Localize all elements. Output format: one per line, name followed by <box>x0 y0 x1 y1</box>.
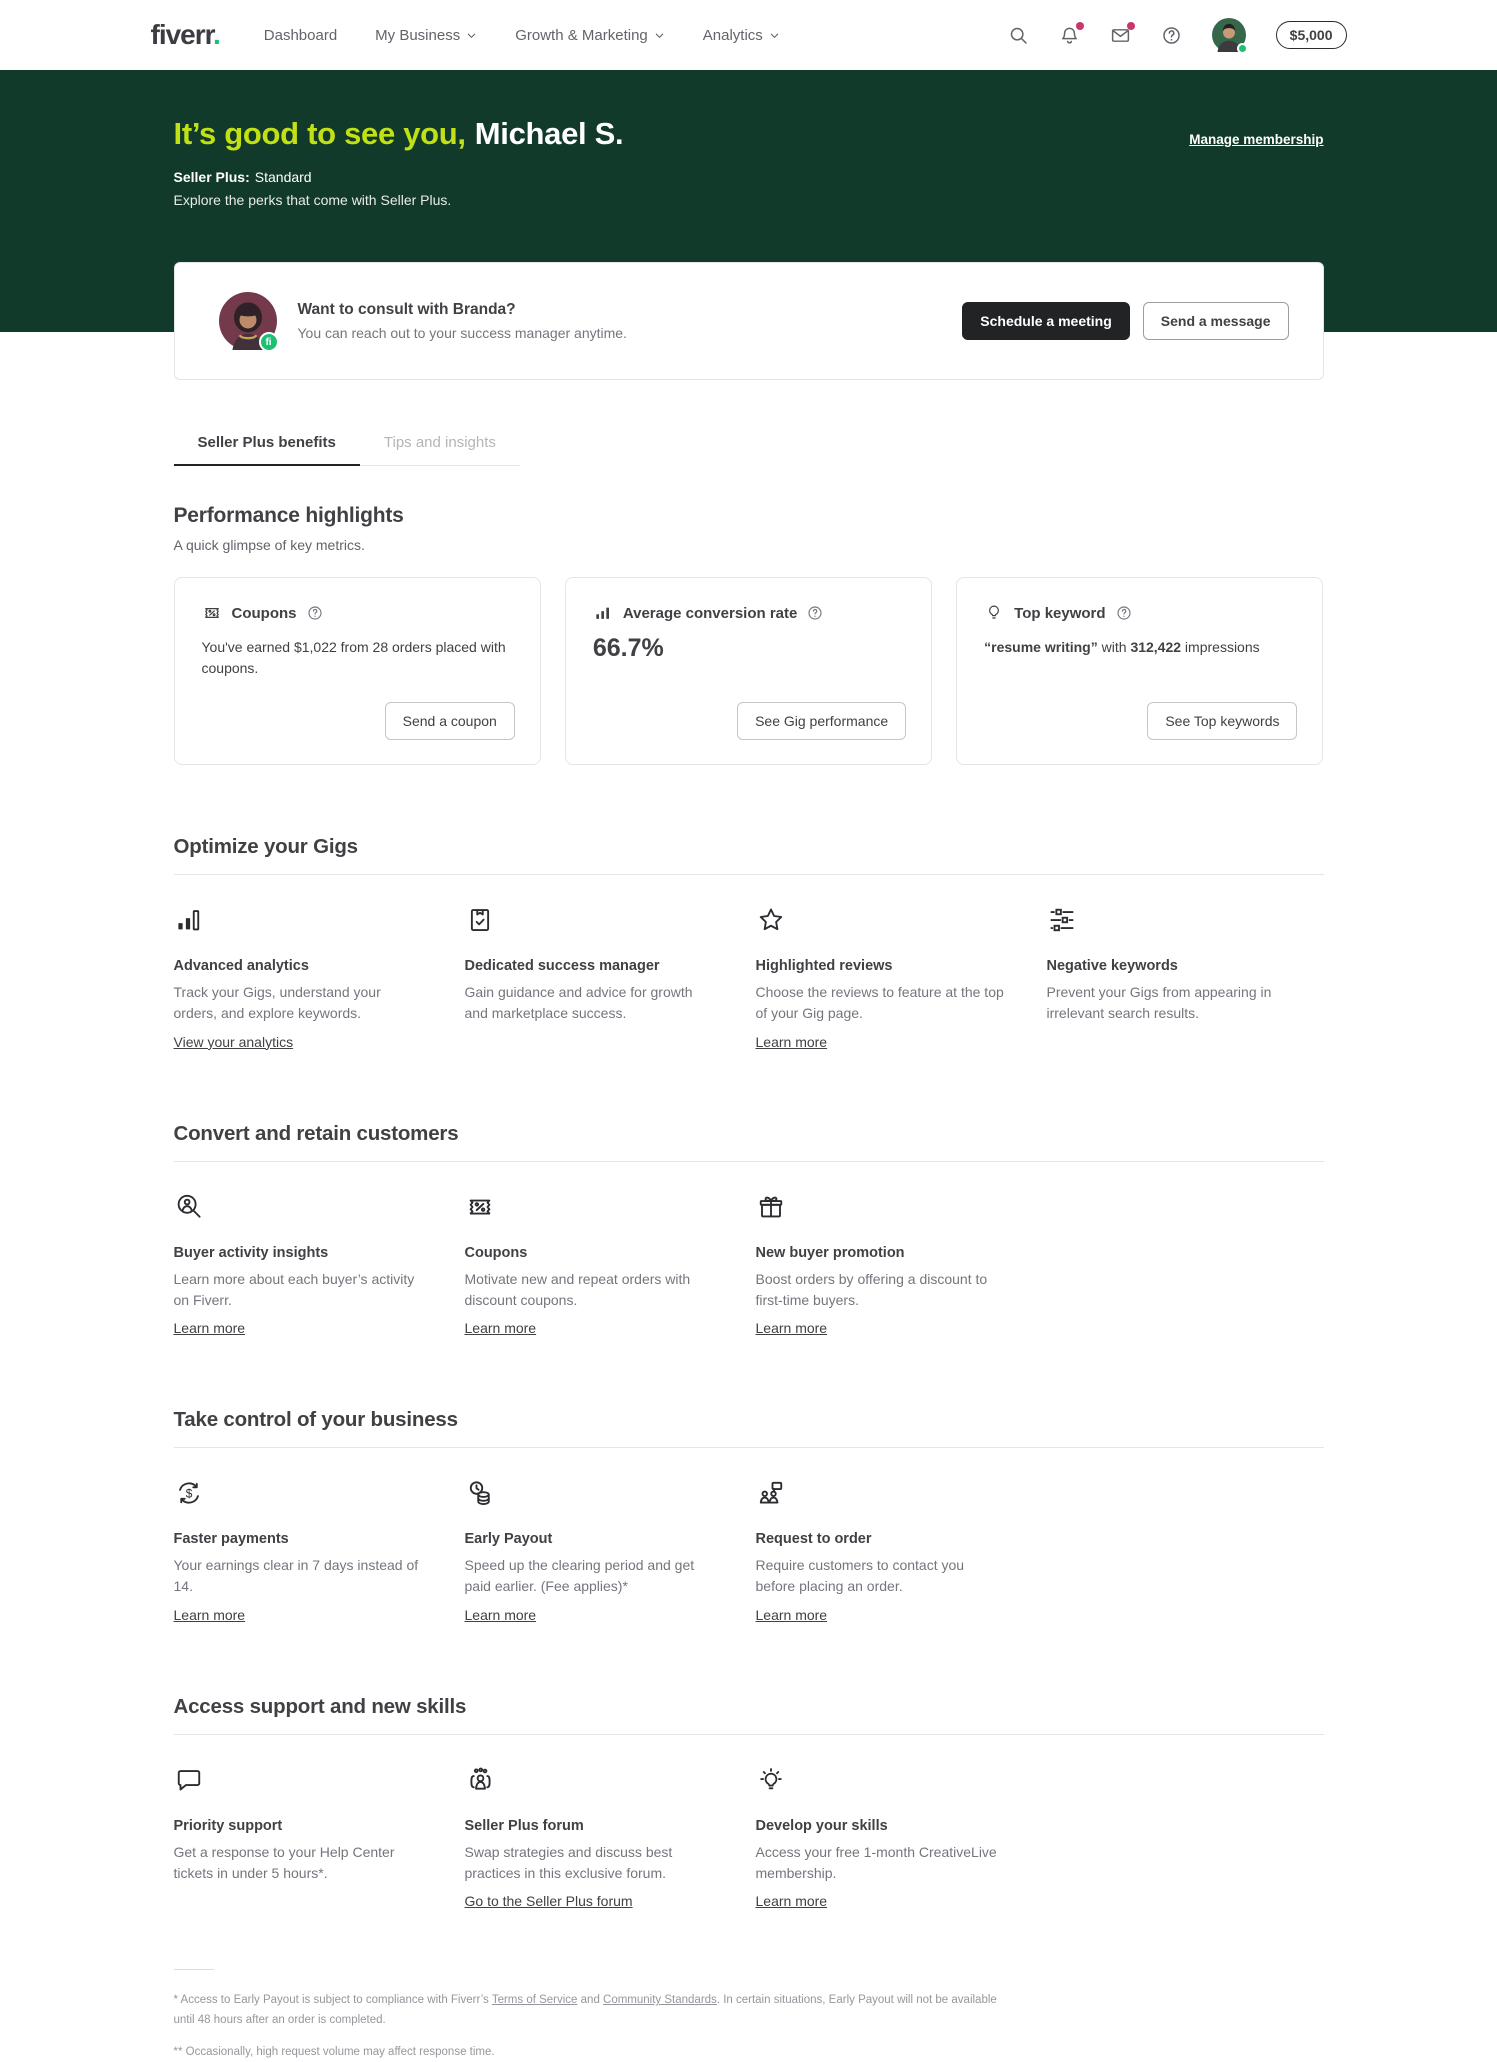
learn-more-link[interactable]: Learn more <box>173 1606 246 1623</box>
nav-label: Dashboard <box>263 26 338 44</box>
success-manager-avatar <box>219 292 277 350</box>
search-icon[interactable] <box>1008 25 1029 46</box>
feature-text: Motivate new and repeat orders with discount coupons. <box>464 1270 691 1308</box>
online-status-dot <box>1237 43 1248 54</box>
balance-pill[interactable]: $5,000 <box>1276 21 1347 49</box>
early-payout-icon <box>465 1478 742 1508</box>
footnote-text: . In certain situations, Early Payout will not be available until 48 hours after an order is completed. <box>173 1994 997 2027</box>
feature-text: Swap strategies and discuss best practices in this exclusive forum. <box>464 1843 673 1881</box>
feature-title: Early Payout <box>464 1531 553 1548</box>
hero-greeting: It’s good to see you, <box>173 116 466 151</box>
nav-dashboard[interactable] <box>264 27 337 44</box>
consult-title: Want to consult with Branda? <box>297 301 516 318</box>
feature-text: Access your free 1-month CreativeLive membership. <box>755 1843 997 1881</box>
feature-title: New buyer promotion <box>755 1244 905 1261</box>
feature-dedicated-success-manager <box>465 905 742 1052</box>
feature-title: Faster payments <box>173 1531 289 1548</box>
plan-value: Standard <box>254 169 312 185</box>
footnote-response-time: ** Occasionally, high request volume may affect response time. <box>173 2045 495 2058</box>
feature-highlighted-reviews <box>756 905 1033 1052</box>
top-keyword-text <box>984 637 1295 658</box>
feature-text: Gain guidance and advice for growth and marketplace success. <box>464 984 693 1022</box>
footnotes <box>174 1969 1324 2062</box>
keyword-mid: with <box>1097 639 1131 655</box>
feature-title: Request to order <box>755 1531 872 1548</box>
see-top-keywords-button[interactable]: See Top keywords <box>1147 702 1297 740</box>
request-order-icon <box>756 1478 1033 1508</box>
card-title: Top keyword <box>1014 604 1106 622</box>
fiverr-logo[interactable] <box>151 19 220 51</box>
section-convert-retain <box>174 1122 1324 1339</box>
go-to-forum-link[interactable]: Go to the Seller Plus forum <box>464 1893 633 1910</box>
divider <box>174 1447 1324 1448</box>
notification-dot <box>1127 22 1135 30</box>
plan-label: Seller Plus: <box>173 169 250 185</box>
card-title: Average conversion rate <box>622 604 798 622</box>
plan-line <box>174 169 1324 185</box>
nav-label: My Business <box>375 26 461 44</box>
feature-title: Seller Plus forum <box>464 1817 584 1834</box>
buyer-insights-icon <box>174 1192 451 1222</box>
feature-negative-keywords <box>1047 905 1324 1052</box>
chat-bubble-icon <box>174 1765 451 1795</box>
nav-growth-marketing[interactable] <box>515 27 665 44</box>
star-icon <box>756 905 1033 935</box>
hero-subtitle: Explore the perks that come with Seller Plus. <box>173 192 452 208</box>
feature-title: Dedicated success manager <box>464 958 660 974</box>
feature-text: Get a response to your Help Center tickets in under 5 hours*. <box>173 1843 395 1881</box>
forum-people-icon <box>465 1765 742 1795</box>
help-icon[interactable] <box>1161 25 1182 46</box>
section-subtitle: A quick glimpse of key metrics. <box>173 537 365 553</box>
section-title: Convert and retain customers <box>173 1121 459 1145</box>
nav-label: Analytics <box>702 26 763 44</box>
feature-request-to-order <box>756 1478 1033 1625</box>
conversion-rate-value: 66.7% <box>592 634 664 662</box>
see-gig-performance-button[interactable]: See Gig performance <box>737 702 906 740</box>
skills-lightbulb-icon <box>756 1765 1033 1795</box>
terms-of-service-link[interactable]: Terms of Service <box>491 1994 578 2007</box>
feature-title: Highlighted reviews <box>755 958 893 974</box>
feature-text: Your earnings clear in 7 days instead of 14. <box>173 1557 419 1595</box>
chevron-down-icon <box>654 30 665 41</box>
chevron-down-icon <box>769 30 780 41</box>
feature-text: Prevent your Gigs from appearing in irrelevant search results. <box>1046 984 1272 1022</box>
coupons-card <box>174 577 541 765</box>
section-title: Performance highlights <box>173 504 404 527</box>
chevron-down-icon <box>466 30 477 41</box>
feature-title: Coupons <box>464 1244 528 1261</box>
logo-text: fiverr <box>150 19 213 50</box>
learn-more-link[interactable]: Learn more <box>173 1320 246 1337</box>
clipboard-check-icon <box>465 905 742 935</box>
footnote-early-payout <box>174 1990 1004 2030</box>
learn-more-link[interactable]: Learn more <box>755 1320 828 1337</box>
card-title: Coupons <box>231 604 297 622</box>
keyword-suffix: impressions <box>1181 639 1260 655</box>
send-coupon-button[interactable]: Send a coupon <box>385 702 515 740</box>
feature-title: Negative keywords <box>1046 958 1178 974</box>
user-avatar[interactable] <box>1212 18 1246 52</box>
tab-seller-plus-benefits[interactable]: Seller Plus benefits <box>174 424 360 466</box>
section-performance-highlights <box>174 504 1324 765</box>
gift-icon <box>756 1192 1033 1222</box>
feature-text: Choose the reviews to feature at the top of your Gig page. <box>755 984 1004 1022</box>
section-title: Access support and new skills <box>173 1694 467 1718</box>
svg-text:$: $ <box>185 1486 192 1501</box>
nav-label: Growth & Marketing <box>515 26 648 44</box>
help-circle-icon[interactable] <box>1116 605 1132 621</box>
footnote-divider <box>174 1969 214 1970</box>
fiverr-badge: fi <box>259 332 279 352</box>
help-circle-icon[interactable] <box>807 605 823 621</box>
divider <box>174 1161 1324 1162</box>
dollar-cycle-icon <box>174 1478 451 1508</box>
send-message-button[interactable]: Send a message <box>1143 302 1289 340</box>
divider <box>174 1734 1324 1735</box>
filters-icon <box>1047 905 1324 935</box>
hero-heading <box>174 116 1324 152</box>
feature-faster-payments <box>174 1478 451 1625</box>
lightbulb-icon <box>984 603 1004 623</box>
hero-username: Michael S. <box>474 116 624 151</box>
coupon-ticket-icon <box>465 1192 742 1222</box>
section-access-support <box>174 1695 1324 1912</box>
learn-more-link[interactable]: Learn more <box>464 1320 537 1337</box>
feature-title: Buyer activity insights <box>173 1244 329 1261</box>
learn-more-link[interactable]: Learn more <box>464 1606 537 1623</box>
learn-more-link[interactable]: Learn more <box>755 1893 828 1910</box>
top-navigation <box>0 0 1497 70</box>
top-keyword-card <box>956 577 1323 765</box>
nav-analytics[interactable] <box>703 27 780 44</box>
consult-card <box>174 262 1324 380</box>
feature-early-payout <box>465 1478 742 1625</box>
feature-coupons <box>465 1192 742 1339</box>
footnote-text: and <box>577 1994 604 2007</box>
feature-buyer-activity-insights <box>174 1192 451 1339</box>
section-title: Take control of your business <box>173 1408 458 1432</box>
feature-priority-support <box>174 1765 451 1912</box>
tab-tips-and-insights[interactable]: Tips and insights <box>383 434 496 451</box>
bell-icon[interactable] <box>1059 25 1080 46</box>
coupon-ticket-icon <box>202 603 222 623</box>
main-nav <box>264 27 818 44</box>
manage-membership-link[interactable]: Manage membership <box>1189 132 1324 147</box>
bar-chart-icon <box>593 603 613 623</box>
help-circle-icon[interactable] <box>307 605 323 621</box>
divider <box>174 874 1324 875</box>
feature-text: Speed up the clearing period and get paid earlier. (Fee applies)* <box>464 1557 695 1595</box>
logo-dot: . <box>213 19 220 50</box>
feature-text: Learn more about each buyer’s activity on Fiverr. <box>173 1270 415 1308</box>
view-analytics-link[interactable]: View your analytics <box>173 1033 294 1050</box>
section-optimize-gigs <box>174 835 1324 1052</box>
feature-develop-skills <box>756 1765 1033 1912</box>
schedule-meeting-button[interactable]: Schedule a meeting <box>962 302 1129 340</box>
feature-title: Develop your skills <box>755 1817 888 1834</box>
consult-card-wrapper <box>0 262 1497 380</box>
feature-text: Require customers to contact you before placing an order. <box>755 1557 965 1595</box>
card-description: You've earned $1,022 from 28 orders placed with coupons. <box>201 639 506 676</box>
learn-more-link[interactable]: Learn more <box>755 1033 828 1050</box>
feature-advanced-analytics <box>174 905 451 1052</box>
learn-more-link[interactable]: Learn more <box>755 1606 828 1623</box>
feature-text: Boost orders by offering a discount to first-time buyers. <box>755 1270 988 1308</box>
feature-seller-plus-forum <box>465 1765 742 1912</box>
envelope-icon[interactable] <box>1110 25 1131 46</box>
tabs-row <box>174 424 1324 466</box>
impressions-count: 312,422 <box>1130 639 1182 655</box>
section-take-control <box>174 1408 1324 1625</box>
section-title: Optimize your Gigs <box>173 835 358 858</box>
community-standards-link[interactable]: Community Standards <box>603 1994 717 2007</box>
analytics-bars-icon <box>174 905 451 935</box>
footnote-text: * Access to Early Payout is subject to compliance with Fiverr’s <box>173 1994 492 2007</box>
consult-subtitle: You can reach out to your success manager anytime. <box>297 325 627 341</box>
nav-my-business[interactable] <box>375 27 477 44</box>
keyword-quote: “resume writing” <box>984 639 1098 655</box>
feature-title: Advanced analytics <box>173 958 309 974</box>
conversion-rate-card <box>565 577 932 765</box>
feature-new-buyer-promotion <box>756 1192 1033 1339</box>
notification-dot <box>1076 22 1084 30</box>
feature-title: Priority support <box>173 1817 283 1834</box>
feature-text: Track your Gigs, understand your orders, and explore keywords. <box>173 984 381 1022</box>
